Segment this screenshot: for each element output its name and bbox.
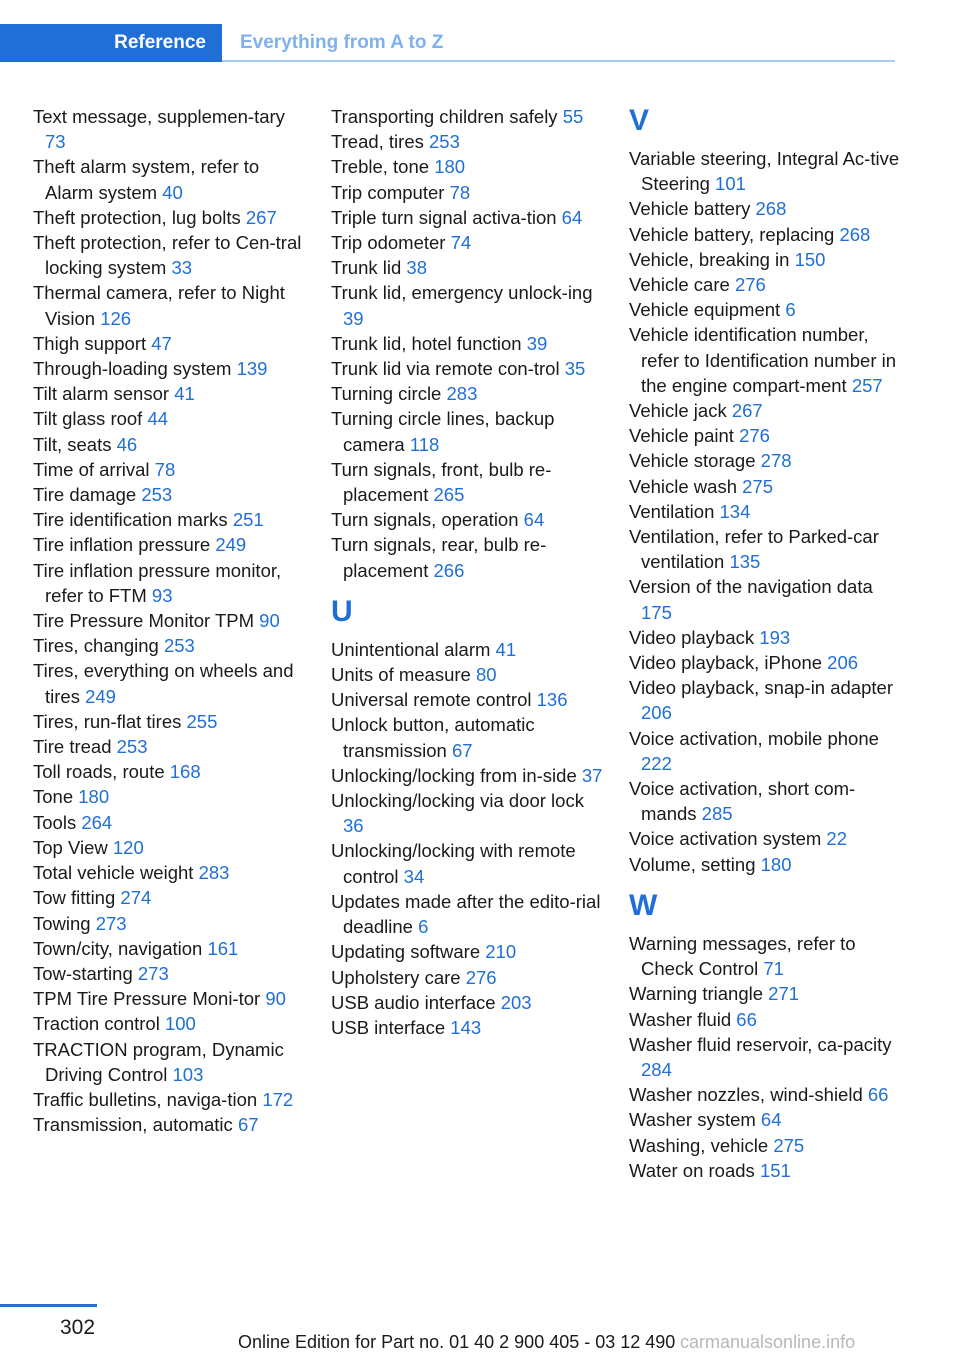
index-entry (33, 457, 305, 482)
index-entry (33, 230, 305, 280)
page-reference-link[interactable]: 134 (719, 500, 751, 522)
index-entry-text: Vehicle storage (629, 450, 756, 472)
index-entry-text: Turn signals, front, bulb re-placement (331, 458, 552, 506)
index-entry-text: Vehicle, breaking in (629, 248, 790, 270)
index-entry (629, 222, 901, 247)
index-entry-text: Trunk lid, emergency unlock-ing (331, 282, 593, 304)
index-entry-text: Traffic bulletins, naviga-tion (33, 1088, 258, 1110)
index-entry-text: Toll roads, route (33, 761, 165, 783)
index-letter-heading: V (629, 104, 650, 137)
index-entry (629, 574, 901, 624)
index-entry (629, 1107, 901, 1132)
page-reference-link[interactable]: 275 (742, 475, 773, 497)
index-column-1 (33, 104, 305, 1137)
page-reference-link[interactable]: 67 (451, 739, 473, 761)
page-reference-link[interactable]: 90 (259, 610, 280, 632)
index-entry-text: Tilt alarm sensor (33, 383, 170, 405)
page-reference-link[interactable]: 33 (171, 257, 193, 279)
index-entry-text: Town/city, navigation (33, 937, 203, 959)
page-reference-link[interactable]: 273 (137, 962, 169, 984)
page-reference-link[interactable]: 143 (450, 1016, 482, 1038)
index-entry-text: Voice activation, short com-mands (629, 778, 856, 825)
page-reference-link[interactable]: 168 (169, 761, 201, 783)
page-reference-link[interactable]: 253 (116, 736, 148, 758)
index-entry (331, 205, 603, 230)
index-entry-text: Water on roads (629, 1159, 755, 1181)
index-entry (629, 981, 901, 1006)
index-entry-text: Vehicle battery (629, 198, 751, 220)
page-reference-link[interactable]: 268 (755, 198, 787, 220)
index-entry-text: Tire tread (33, 736, 112, 758)
index-entry (33, 608, 305, 633)
page-reference-link[interactable]: 206 (827, 652, 859, 674)
index-entry-text: Warning messages, refer to Check Control (629, 932, 856, 980)
index-entry-text: Unlocking/locking from in-side (331, 764, 577, 786)
index-entry (33, 154, 305, 204)
index-entry-text: Tools (33, 811, 77, 833)
index-entry-text: Through-loading system (33, 358, 232, 380)
page-reference-link[interactable]: 253 (429, 131, 460, 153)
page-reference-link[interactable]: 90 (265, 988, 286, 1010)
page-reference-link[interactable]: 64 (760, 1109, 782, 1131)
index-entry-text: Turn signals, rear, bulb re-placement (331, 534, 547, 581)
index-entry-text: Vehicle jack (629, 400, 727, 422)
index-entry-text: Units of measure (331, 664, 471, 686)
index-column-3 (629, 104, 901, 1183)
section-tab[interactable]: Reference (0, 24, 222, 62)
page-reference-link[interactable]: 39 (526, 332, 548, 354)
index-entry (33, 1112, 305, 1137)
index-entry-text: Washer fluid (629, 1008, 732, 1030)
index-entry (629, 1133, 901, 1158)
index-entry-text: Vehicle wash (629, 475, 737, 497)
page-reference-link[interactable]: 41 (495, 638, 517, 660)
page-reference-link[interactable]: 74 (450, 232, 472, 254)
index-entry-text: Tilt glass roof (33, 408, 143, 430)
page-reference-link[interactable]: 118 (409, 433, 440, 455)
index-entry-text: Tone (33, 786, 74, 808)
index-entry-text: Ventilation (629, 500, 715, 522)
index-entry-text: Towing (33, 912, 91, 934)
index-entry-text: Tire damage (33, 484, 137, 506)
index-entry-text: Washer fluid reservoir, ca-pacity (629, 1033, 892, 1055)
page-reference-link[interactable]: 150 (794, 248, 826, 270)
index-entry-text: Warning triangle (629, 983, 764, 1005)
index-entry-text: Video playback, snap-in adapter (629, 677, 893, 699)
subsection-tab[interactable]: Everything from A to Z (240, 32, 444, 53)
index-entry-text: Tires, changing (33, 635, 159, 657)
page-reference-link[interactable]: 193 (759, 626, 791, 648)
page-reference-link[interactable]: 78 (154, 458, 176, 480)
index-entry-text: Volume, setting (629, 853, 756, 875)
index-entry-text: Video playback (629, 626, 755, 648)
index-entry-text: Unlocking/locking via door lock (331, 790, 584, 812)
page-reference-link[interactable]: 64 (561, 206, 583, 228)
page-reference-link[interactable]: 67 (237, 1114, 259, 1136)
index-entry (629, 322, 901, 398)
index-entry (331, 457, 603, 507)
page-reference-link[interactable]: 101 (715, 173, 746, 195)
index-entry-text: Trip odometer (331, 232, 446, 254)
page-number: 302 (60, 1316, 96, 1339)
index-entry-text: Video playback, iPhone (629, 652, 823, 674)
index-entry-text: Voice activation, mobile phone (629, 727, 879, 749)
index-entry-text: Theft alarm system, refer to Alarm system (33, 156, 260, 203)
index-entry-text: Tow fitting (33, 887, 116, 909)
page-reference-link[interactable]: 285 (701, 803, 733, 825)
index-entry-text: Turn signals, operation (331, 509, 519, 531)
index-entry (331, 687, 603, 712)
header-divider (222, 60, 895, 62)
index-entry (331, 788, 603, 838)
index-entry-text: Tread, tires (331, 131, 424, 153)
page-reference-link[interactable]: 66 (736, 1008, 757, 1030)
index-entry (33, 280, 305, 330)
index-entry-text: Vehicle care (629, 274, 730, 296)
page-reference-link[interactable]: 93 (151, 584, 173, 606)
index-entry (629, 524, 901, 574)
index-entry (331, 1015, 603, 1040)
index-entry-text: Washer system (629, 1109, 756, 1131)
page-reference-link[interactable]: 78 (449, 181, 471, 203)
index-entry-text: Vehicle equipment (629, 299, 781, 321)
index-entry (33, 658, 305, 708)
page-reference-link[interactable]: 172 (262, 1088, 294, 1110)
index-entry (33, 1087, 305, 1112)
index-entry-text: Unlocking/locking with remote control (331, 840, 576, 887)
page-reference-link[interactable]: 36 (343, 815, 364, 837)
page-reference-link[interactable]: 135 (729, 551, 761, 573)
page-reference-link[interactable]: 55 (562, 106, 584, 127)
index-entry (629, 1007, 901, 1032)
page-reference-link[interactable]: 64 (523, 509, 545, 531)
page-reference-link[interactable]: 274 (120, 887, 152, 909)
index-entry (331, 662, 603, 687)
index-entry (331, 154, 603, 179)
index-entry-text: Thermal camera, refer to Night Vision (33, 282, 285, 329)
index-entry (331, 637, 603, 662)
index-entry-text: Version of the navigation data (629, 576, 873, 598)
index-entry (331, 965, 603, 990)
page-reference-link[interactable]: 276 (739, 425, 770, 447)
index-entry (331, 532, 603, 582)
page-reference-link[interactable]: 210 (485, 941, 517, 963)
page-reference-link[interactable]: 139 (236, 358, 268, 380)
index-entry (331, 331, 603, 356)
index-entry-text: Trunk lid via remote con-trol (331, 358, 560, 380)
page-reference-link[interactable]: 180 (760, 853, 792, 875)
index-entry-text: Tire inflation pressure (33, 534, 211, 556)
page-reference-link[interactable]: 206 (641, 702, 672, 724)
index-entry (33, 709, 305, 734)
index-entry-text: Tires, everything on wheels and tires (33, 660, 294, 707)
index-entry (33, 784, 305, 809)
page-reference-link[interactable]: 253 (163, 635, 195, 657)
index-letter-heading: U (331, 594, 353, 628)
page-reference-link[interactable]: 175 (641, 601, 672, 623)
index-entry (331, 104, 603, 129)
index-entry (629, 826, 901, 851)
index-entry (33, 860, 305, 885)
index-entry-text: Upholstery care (331, 966, 461, 988)
index-column-2 (331, 104, 603, 1040)
index-entry-text: Updating software (331, 941, 481, 963)
page-reference-link[interactable]: 40 (162, 181, 183, 203)
page-reference-link[interactable]: 34 (403, 865, 425, 887)
page-reference-link[interactable]: 268 (839, 223, 871, 245)
index-entry (33, 1011, 305, 1036)
page-reference-link[interactable]: 275 (773, 1134, 805, 1156)
index-entry (33, 558, 305, 608)
page-reference-link[interactable]: 222 (641, 752, 672, 774)
index-entry-text: Trunk lid, hotel function (331, 332, 522, 354)
page-reference-link[interactable]: 71 (763, 958, 784, 980)
index-entry (629, 474, 901, 499)
index-entry (33, 532, 305, 557)
index-entry (33, 205, 305, 230)
page-reference-link[interactable]: 276 (465, 966, 497, 988)
index-entry (33, 810, 305, 835)
page-reference-link[interactable]: 276 (734, 274, 766, 296)
page-reference-link[interactable]: 120 (112, 836, 144, 858)
index-entry (629, 499, 901, 524)
index-entry (629, 1032, 901, 1082)
page-reference-link[interactable]: 100 (164, 1013, 196, 1035)
index-entry-text: Unlock button, automatic transmission (331, 714, 535, 761)
page-reference-link[interactable]: 103 (172, 1063, 204, 1085)
index-entry (629, 196, 901, 221)
watermark: carmanualsonline.info (680, 1332, 856, 1352)
index-entry (629, 931, 901, 981)
page-reference-link[interactable]: 35 (564, 358, 586, 380)
index-entry-text: Updates made after the edito-rial deadline (331, 890, 601, 938)
page-reference-link[interactable]: 126 (100, 307, 132, 329)
page-reference-link[interactable]: 271 (768, 983, 800, 1005)
page-reference-link[interactable]: 44 (147, 408, 169, 430)
page-reference-link[interactable]: 255 (186, 710, 218, 732)
index-entry (331, 507, 603, 532)
page-reference-link[interactable]: 39 (343, 307, 364, 329)
index-entry (331, 381, 603, 406)
index-entry (33, 331, 305, 356)
index-entry (629, 247, 901, 272)
index-entry (331, 230, 603, 255)
index-entry (33, 104, 305, 154)
index-entry (33, 507, 305, 532)
index-entry (331, 763, 603, 788)
index-entry (629, 1082, 901, 1107)
index-entry (331, 939, 603, 964)
page-reference-link[interactable]: 203 (500, 991, 532, 1013)
index-entry (33, 406, 305, 431)
index-entry-text: Washing, vehicle (629, 1134, 769, 1156)
index-entry (629, 726, 901, 776)
index-entry-text: Treble, tone (331, 156, 430, 178)
page-reference-link[interactable]: 267 (731, 400, 763, 422)
index-entry-text: Variable steering, Integral Ac-tive Steering (629, 148, 900, 195)
index-entry-text: Vehicle battery, replacing (629, 223, 835, 245)
page-reference-link[interactable]: 161 (207, 937, 239, 959)
index-entry (629, 272, 901, 297)
index-entry-text: USB interface (331, 1016, 446, 1038)
index-entry-text: Tow-starting (33, 962, 133, 984)
index-entry (629, 448, 901, 473)
index-entry-text: TPM Tire Pressure Moni-tor (33, 988, 261, 1010)
page-reference-link[interactable]: 180 (78, 786, 110, 808)
index-entry-text: Voice activation system (629, 828, 822, 850)
page-reference-link[interactable]: 273 (95, 912, 127, 934)
page-reference-link[interactable]: 80 (475, 664, 497, 686)
index-entry (331, 356, 603, 381)
index-entry (33, 734, 305, 759)
index-entry-text: Total vehicle weight (33, 862, 194, 884)
page-reference-link[interactable]: 266 (433, 559, 465, 581)
index-entry (629, 398, 901, 423)
page-reference-link[interactable]: 278 (760, 450, 792, 472)
index-entry-text: Time of arrival (33, 458, 150, 480)
page-reference-link[interactable]: 251 (232, 509, 264, 531)
index-entry (629, 776, 901, 826)
index-entry (331, 406, 603, 456)
page-reference-link[interactable]: 47 (151, 332, 172, 354)
index-entry-text: Trunk lid (331, 257, 402, 279)
index-entry (629, 675, 901, 725)
page-reference-link[interactable]: 180 (434, 156, 466, 178)
index-entry (33, 759, 305, 784)
page-reference-link[interactable]: 265 (433, 484, 465, 506)
index-entry-text: Tire Pressure Monitor TPM (33, 610, 255, 632)
page-reference-link[interactable]: 6 (418, 916, 429, 938)
index-entry (629, 146, 901, 196)
index-entry-text: Universal remote control (331, 689, 532, 711)
index-entry-text: Unintentional alarm (331, 638, 491, 660)
index-entry-text: Tire identification marks (33, 509, 228, 531)
page-reference-link[interactable]: 249 (215, 534, 247, 556)
page-reference-link[interactable]: 283 (446, 383, 478, 405)
page-reference-link[interactable]: 22 (826, 828, 847, 850)
index-entry (629, 625, 901, 650)
index-entry (331, 255, 603, 280)
index-entry (331, 838, 603, 888)
page-reference-link[interactable]: 73 (45, 131, 66, 153)
index-entry (33, 381, 305, 406)
index-entry-text: Theft protection, lug bolts (33, 206, 241, 228)
index-entry (33, 835, 305, 860)
index-entry (33, 885, 305, 910)
index-entry-text: Ventilation, refer to Parked-car ventilation (629, 526, 879, 573)
index-entry-text: Top View (33, 836, 108, 858)
index-entry-text: Tilt, seats (33, 433, 112, 455)
page-reference-link[interactable]: 249 (85, 685, 116, 707)
page-reference-link[interactable]: 253 (141, 484, 173, 506)
index-entry-text: USB audio interface (331, 991, 496, 1013)
page-reference-link[interactable]: 267 (245, 206, 277, 228)
index-entry (33, 356, 305, 381)
index-entry-text: Trip computer (331, 181, 445, 203)
page-reference-link[interactable]: 6 (785, 299, 796, 321)
page-header (0, 24, 895, 62)
page-reference-link[interactable]: 257 (851, 374, 883, 396)
index-entry-text: Traction control (33, 1013, 160, 1035)
page-reference-link[interactable]: 46 (116, 433, 138, 455)
page-reference-link[interactable]: 37 (581, 764, 603, 786)
page-reference-link[interactable]: 66 (867, 1084, 889, 1106)
index-entry (33, 1037, 305, 1087)
index-entry-text: Theft protection, refer to Cen-tral locking system (33, 232, 302, 279)
index-entry (629, 1158, 901, 1183)
index-entry-text: Triple turn signal activa-tion (331, 206, 557, 228)
index-entry-text: Vehicle paint (629, 425, 734, 447)
index-entry-text: Vehicle identification number, refer to Identification number in the engine compart-ment (629, 324, 897, 396)
index-entry-text: Transmission, automatic (33, 1114, 233, 1136)
page-reference-link[interactable]: 283 (198, 862, 230, 884)
index-entry-text: TRACTION program, Dynamic Driving Control (33, 1038, 284, 1085)
index-entry-text: Text message, supplemen-tary (33, 106, 285, 127)
page-reference-link[interactable]: 136 (536, 689, 568, 711)
index-entry-text: Transporting children safely (331, 106, 558, 127)
index-entry (331, 129, 603, 154)
edition-note: Online Edition for Part no. 01 40 2 900 405 - 03 12 490 (238, 1332, 676, 1352)
page-reference-link[interactable]: 41 (174, 383, 195, 405)
index-letter-heading: W (629, 888, 658, 922)
index-entry (33, 936, 305, 961)
page-reference-link[interactable]: 284 (641, 1058, 672, 1080)
index-entry (331, 990, 603, 1015)
index-entry (629, 297, 901, 322)
index-entry-text: Turning circle lines, backup camera (331, 408, 555, 455)
index-entry (331, 712, 603, 762)
index-entry (331, 180, 603, 205)
index-entry (33, 432, 305, 457)
index-entry-text: Thigh support (33, 332, 147, 354)
index-entry-text: Washer nozzles, wind-shield (629, 1084, 863, 1106)
index-entry (33, 911, 305, 936)
index-entry (331, 889, 603, 939)
index-entry-text: Tires, run-flat tires (33, 710, 182, 732)
index-entry (33, 961, 305, 986)
page-reference-link[interactable]: 38 (406, 257, 427, 279)
footer-divider (0, 1304, 97, 1307)
page-reference-link[interactable]: 151 (759, 1159, 791, 1181)
index-entry (33, 986, 305, 1011)
page-reference-link[interactable]: 264 (81, 811, 113, 833)
index-entry (629, 650, 901, 675)
index-entry (629, 423, 901, 448)
index-entry (629, 852, 901, 877)
index-entry (33, 633, 305, 658)
index-entry (331, 280, 603, 330)
index-entry-text: Turning circle (331, 383, 442, 405)
index-entry-text: Tire inflation pressure monitor, refer to FTM (33, 559, 282, 606)
index-entry (33, 482, 305, 507)
